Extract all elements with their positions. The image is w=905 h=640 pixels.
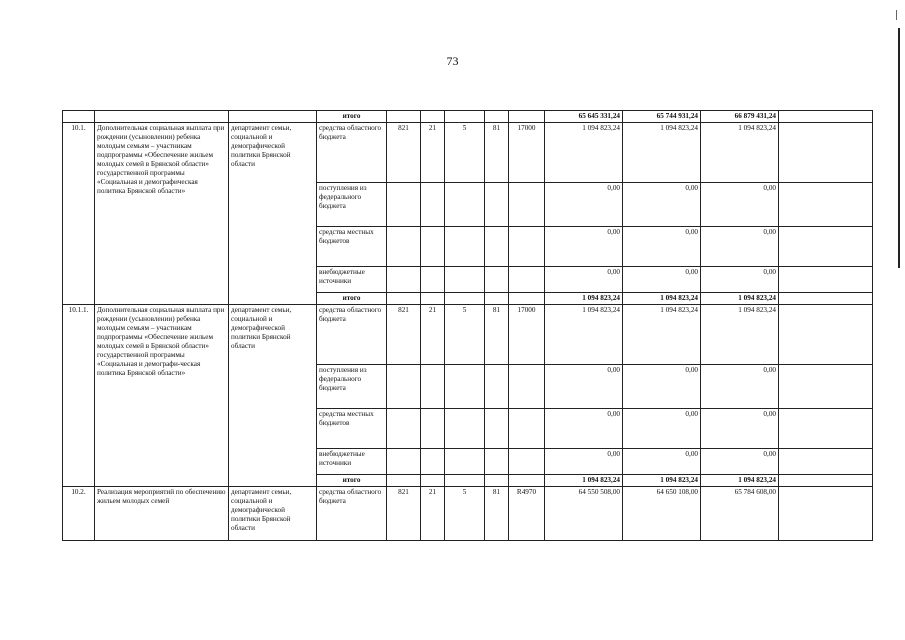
cell — [421, 475, 445, 487]
subprogram-code — [445, 449, 485, 475]
cell — [779, 267, 873, 293]
table-row — [63, 123, 873, 183]
grbs-code — [387, 409, 421, 449]
item-number: 10.1. — [63, 123, 95, 305]
amount-2024: 0,00 — [545, 449, 623, 475]
subprogram-code: 5 — [445, 123, 485, 183]
cell — [779, 487, 873, 541]
amount-2025: 0,00 — [623, 365, 701, 409]
funding-source: внебюджетные источники — [317, 449, 387, 475]
event-code — [485, 365, 509, 409]
amount-2025: 0,00 — [623, 409, 701, 449]
event-code — [485, 183, 509, 227]
amount-2025: 1 094 823,24 — [623, 305, 701, 365]
table-row — [63, 305, 873, 365]
funding-source: средства областного бюджета — [317, 123, 387, 183]
item-name: Реализация мероприятий по обеспечению жильем молодых семей — [95, 487, 229, 541]
subprogram-code: 5 — [445, 487, 485, 541]
amount-2025: 64 650 108,00 — [623, 487, 701, 541]
grbs-code — [387, 449, 421, 475]
cell — [779, 111, 873, 123]
item-name: Дополнительная социальная выплата при рождении (усыновлении) ребенка молодым семьям – участникам подпрограммы «Обеспечение жильем молодых семей в Брянской области» государственной программы «Социальная и демографическая политика Брянской области» — [95, 123, 229, 305]
cell — [779, 183, 873, 227]
event-code: 81 — [485, 123, 509, 183]
table-row — [63, 487, 873, 541]
item-number: 10.1.1. — [63, 305, 95, 487]
subprogram-code — [445, 183, 485, 227]
cell — [779, 409, 873, 449]
amount-2024: 0,00 — [545, 409, 623, 449]
scan-mark — [896, 10, 897, 20]
total-2026: 1 094 823,24 — [701, 293, 779, 305]
cell — [779, 365, 873, 409]
program-code: 21 — [421, 305, 445, 365]
amount-2024: 0,00 — [545, 227, 623, 267]
cell — [779, 123, 873, 183]
total-label: итого — [317, 111, 387, 123]
item-name: Дополнительная социальная выплата при рождении (усыновлении) ребенка молодым семьям – участникам подпрограммы «Обеспечение жильем молодых семей в Брянской области» государственной программы «Социальная и демографи-ческая политика Брянской области» — [95, 305, 229, 487]
amount-2024: 0,00 — [545, 267, 623, 293]
event-code — [485, 267, 509, 293]
program-code — [421, 183, 445, 227]
grbs-code — [387, 365, 421, 409]
cell — [779, 227, 873, 267]
item-executor: департамент семьи, социальной и демографической политики Брянской области — [229, 305, 317, 487]
amount-2025: 0,00 — [623, 183, 701, 227]
cell — [387, 475, 421, 487]
funding-source: внебюджетные источники — [317, 267, 387, 293]
total-2025: 1 094 823,24 — [623, 293, 701, 305]
page-number: 73 — [446, 54, 459, 68]
cell — [509, 475, 545, 487]
total-2024: 1 094 823,24 — [545, 293, 623, 305]
cell — [509, 111, 545, 123]
amount-2026: 0,00 — [701, 449, 779, 475]
amount-2025: 1 094 823,24 — [623, 123, 701, 183]
grbs-code — [387, 183, 421, 227]
direction-code — [509, 409, 545, 449]
grbs-code — [387, 267, 421, 293]
direction-code — [509, 267, 545, 293]
subprogram-code — [445, 365, 485, 409]
event-code — [485, 409, 509, 449]
amount-2024: 64 550 508,00 — [545, 487, 623, 541]
total-label: итого — [317, 293, 387, 305]
cell — [229, 111, 317, 123]
amount-2025: 0,00 — [623, 267, 701, 293]
direction-code — [509, 227, 545, 267]
subprogram-code — [445, 409, 485, 449]
cell — [387, 111, 421, 123]
cell — [95, 111, 229, 123]
amount-2026: 1 094 823,24 — [701, 123, 779, 183]
amount-2026: 0,00 — [701, 227, 779, 267]
cell — [63, 111, 95, 123]
amount-2024: 1 094 823,24 — [545, 305, 623, 365]
funding-source: средства областного бюджета — [317, 305, 387, 365]
cell — [485, 475, 509, 487]
direction-code: 17000 — [509, 123, 545, 183]
cell — [485, 111, 509, 123]
amount-2026: 0,00 — [701, 183, 779, 227]
program-code: 21 — [421, 123, 445, 183]
event-code: 81 — [485, 487, 509, 541]
amount-2024: 1 094 823,24 — [545, 123, 623, 183]
amount-2025: 0,00 — [623, 449, 701, 475]
funding-source: средства областного бюджета — [317, 487, 387, 541]
amount-2026: 0,00 — [701, 409, 779, 449]
funding-source: средства местных бюджетов — [317, 409, 387, 449]
funding-source: поступления из федерального бюджета — [317, 183, 387, 227]
cell — [509, 293, 545, 305]
subprogram-code: 5 — [445, 305, 485, 365]
cell — [445, 475, 485, 487]
event-code — [485, 227, 509, 267]
total-label: итого — [317, 475, 387, 487]
total-2026: 1 094 823,24 — [701, 475, 779, 487]
item-executor: департамент семьи, социальной и демографической политики Брянской области — [229, 123, 317, 305]
grbs-code: 821 — [387, 305, 421, 365]
cell — [485, 293, 509, 305]
program-code — [421, 365, 445, 409]
amount-2026: 1 094 823,24 — [701, 305, 779, 365]
cell — [387, 293, 421, 305]
total-2026: 66 879 431,24 — [701, 111, 779, 123]
cell — [779, 475, 873, 487]
amount-2025: 0,00 — [623, 227, 701, 267]
grbs-code — [387, 227, 421, 267]
program-code — [421, 267, 445, 293]
program-code — [421, 409, 445, 449]
cell — [779, 449, 873, 475]
amount-2024: 0,00 — [545, 183, 623, 227]
subprogram-code — [445, 267, 485, 293]
cell — [445, 293, 485, 305]
direction-code — [509, 449, 545, 475]
amount-2024: 0,00 — [545, 365, 623, 409]
cell — [445, 111, 485, 123]
item-executor: департамент семьи, социальной и демографической политики Брянской области — [229, 487, 317, 541]
total-2025: 1 094 823,24 — [623, 475, 701, 487]
cell — [779, 293, 873, 305]
total-2025: 65 744 931,24 — [623, 111, 701, 123]
top-total-row — [63, 111, 873, 123]
direction-code — [509, 365, 545, 409]
amount-2026: 65 784 608,00 — [701, 487, 779, 541]
cell — [421, 111, 445, 123]
direction-code — [509, 183, 545, 227]
funding-source: средства местных бюджетов — [317, 227, 387, 267]
amount-2026: 0,00 — [701, 267, 779, 293]
cell — [421, 293, 445, 305]
program-code — [421, 227, 445, 267]
direction-code: R4970 — [509, 487, 545, 541]
direction-code: 17000 — [509, 305, 545, 365]
subprogram-code — [445, 227, 485, 267]
funding-source: поступления из федерального бюджета — [317, 365, 387, 409]
event-code: 81 — [485, 305, 509, 365]
cell — [779, 305, 873, 365]
budget-table — [62, 110, 873, 541]
grbs-code: 821 — [387, 487, 421, 541]
item-number: 10.2. — [63, 487, 95, 541]
total-2024: 1 094 823,24 — [545, 475, 623, 487]
program-code — [421, 449, 445, 475]
grbs-code: 821 — [387, 123, 421, 183]
amount-2026: 0,00 — [701, 365, 779, 409]
program-code: 21 — [421, 487, 445, 541]
total-2024: 65 645 331,24 — [545, 111, 623, 123]
event-code — [485, 449, 509, 475]
